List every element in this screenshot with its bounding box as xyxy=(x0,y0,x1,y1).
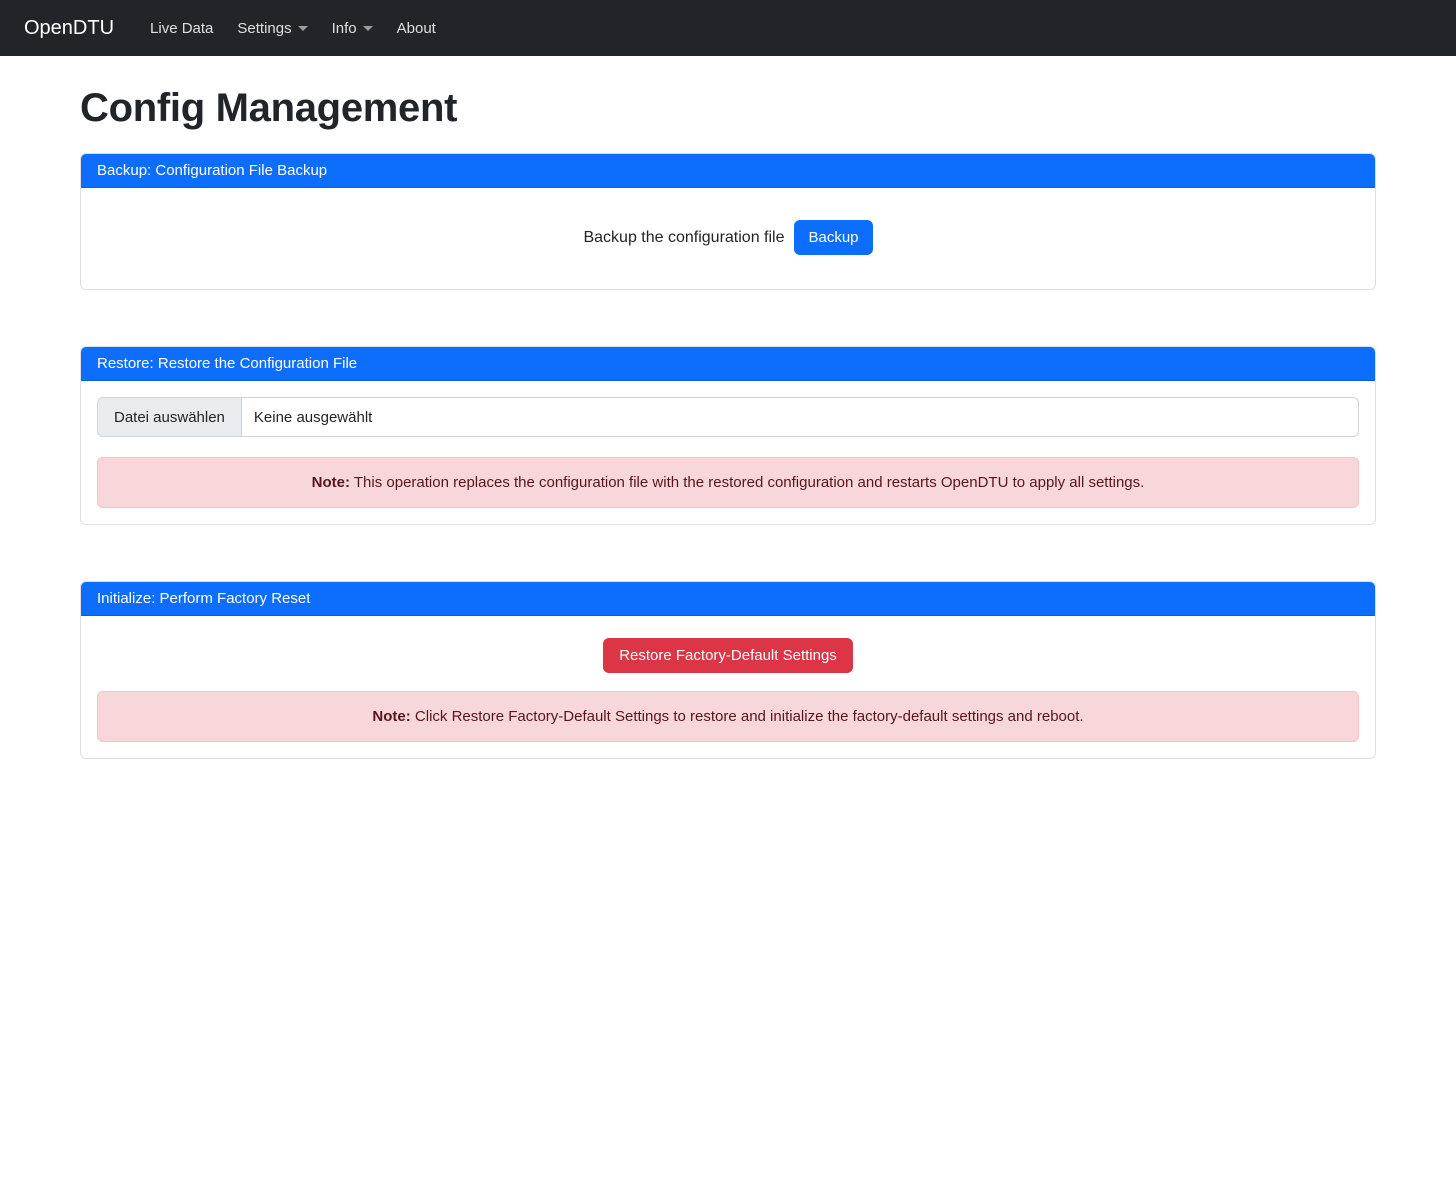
nav-item-label: Settings xyxy=(237,19,292,37)
factory-reset-row xyxy=(97,632,1359,691)
nav-item-live-data[interactable] xyxy=(138,12,225,45)
restore-file-input[interactable] xyxy=(97,397,1359,437)
initialize-note-text: Click Restore Factory-Default Settings to restore and initialize the factory-default settings and reboot. xyxy=(410,708,1084,725)
chevron-down-icon xyxy=(363,26,373,31)
top-navbar xyxy=(0,0,1456,56)
restore-note xyxy=(97,457,1359,508)
nav-item-label: Info xyxy=(331,19,357,37)
choose-file-button[interactable]: Datei auswählen xyxy=(98,398,242,436)
backup-card-header: Backup: Configuration File Backup xyxy=(81,154,1375,188)
restore-card-header: Restore: Restore the Configuration File xyxy=(81,347,1375,381)
backup-description: Backup the configuration file xyxy=(583,228,785,246)
nav-item-settings[interactable] xyxy=(225,12,319,45)
initialize-note xyxy=(97,691,1359,742)
nav-item-label: Live Data xyxy=(150,19,214,37)
restore-card xyxy=(80,346,1376,525)
restore-card-body xyxy=(81,381,1375,524)
initialize-card xyxy=(80,581,1376,759)
initialize-card-header: Initialize: Perform Factory Reset xyxy=(81,582,1375,616)
initialize-card-body xyxy=(81,616,1375,758)
navbar-brand[interactable]: OpenDTU xyxy=(24,16,115,39)
page-title: Config Management xyxy=(80,86,458,130)
backup-button[interactable]: Backup xyxy=(794,220,872,255)
nav-item-about[interactable] xyxy=(385,12,448,45)
nav-item-info[interactable] xyxy=(320,12,385,45)
restore-factory-defaults-button[interactable]: Restore Factory-Default Settings xyxy=(603,638,853,673)
chevron-down-icon xyxy=(298,26,308,31)
main-container xyxy=(0,86,1456,759)
restore-note-text: This operation replaces the configuration file with the restored configuration and restarts OpenDTU to apply all settings. xyxy=(350,474,1145,491)
backup-row xyxy=(97,204,1359,273)
restore-note-label: Note: xyxy=(311,474,350,491)
navbar-links xyxy=(138,12,448,45)
backup-card-body xyxy=(81,188,1375,289)
backup-card xyxy=(80,153,1376,290)
nav-item-label: About xyxy=(396,19,436,37)
initialize-note-label: Note: xyxy=(372,708,411,725)
selected-file-name: Keine ausgewählt xyxy=(253,408,373,426)
